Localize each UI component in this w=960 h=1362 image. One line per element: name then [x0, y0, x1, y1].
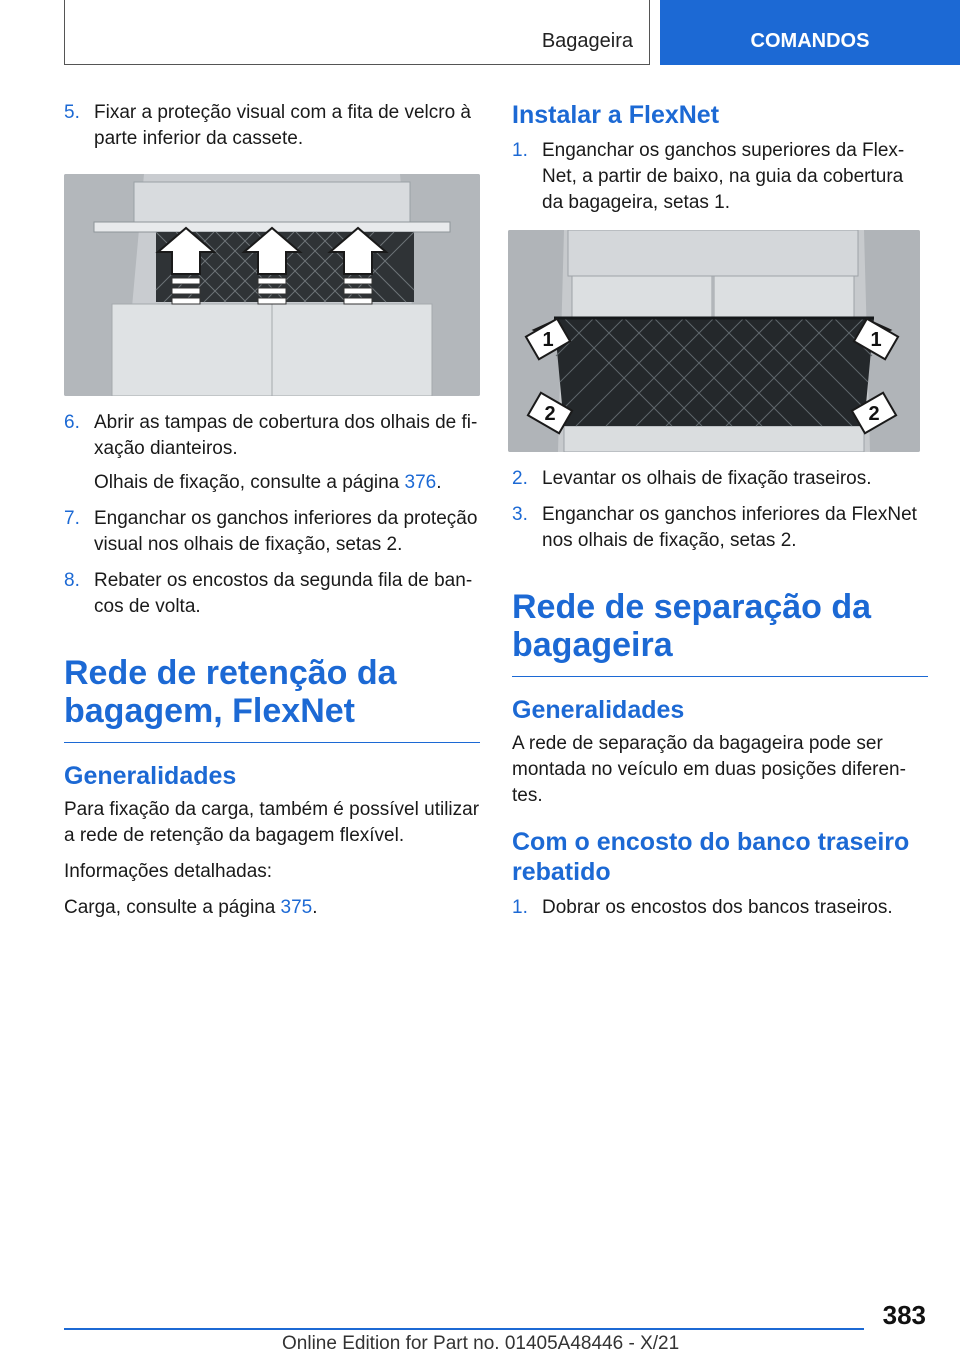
step-text: Fixar a proteção visual com a fita de velcro à parte inferior da cassete.	[94, 102, 472, 149]
step-2	[512, 466, 928, 492]
header-section-box	[64, 0, 650, 65]
step-3	[512, 502, 928, 554]
section-title: Bagageira	[541, 30, 633, 52]
step-number: 3.	[512, 504, 528, 525]
left-column	[64, 100, 480, 931]
step-6	[64, 410, 480, 496]
paragraph-2: Informações detalhadas:	[64, 861, 273, 882]
heading-line-1: Rede de retenção da	[64, 654, 397, 692]
heading-flexnet	[64, 654, 480, 743]
subheading-backrest-folded	[512, 827, 928, 887]
paragraph-separation: A rede de separação da bagageira pode ser montada no veículo em duas posições diferen‐ tes.	[512, 733, 906, 806]
figure-flexnet	[508, 230, 920, 452]
subheading-line-1: Com o encosto do banco traseiro	[512, 828, 910, 856]
step-number: 2.	[512, 468, 528, 489]
chapter-tab: COMANDOS	[660, 0, 960, 65]
step-number: 5.	[64, 102, 80, 123]
heading-line-2: bagageira	[512, 626, 673, 664]
right-column	[512, 100, 928, 931]
paragraph-1: Para fixação da carga, também é possível utilizar a rede de retenção da bagagem flexível.	[64, 799, 480, 846]
arrow-label-1-left: 1	[542, 329, 554, 351]
note-text: Olhais de fixação, consulte a página	[94, 472, 405, 493]
subheading-line-2: rebatido	[512, 858, 611, 886]
footer-divider	[64, 1328, 864, 1330]
arrow-label-1-right: 1	[870, 329, 882, 351]
step-text: Enganchar os ganchos inferiores da FlexNet nos olhais de fixação, setas 2.	[542, 504, 917, 551]
trunk-illustration-2	[508, 230, 920, 452]
heading-separation-net	[512, 588, 928, 677]
heading-line-2: bagagem, FlexNet	[64, 692, 355, 730]
step-number: 1.	[512, 897, 528, 918]
step-text: Enganchar os ganchos superiores da Flex‐ Net, a partir de baixo, na guia da cobertura da bagageira, setas 1.	[542, 140, 905, 213]
step-text: Levantar os olhais de fixação traseiros.	[542, 468, 872, 489]
footer-edition: Online Edition for Part no. 01405A48446 - X/21	[282, 1333, 680, 1354]
step-text: Rebater os encostos da segunda fila de ban‐ cos de volta.	[94, 570, 473, 617]
step-number: 6.	[64, 412, 80, 433]
step-7	[64, 506, 480, 558]
paragraph-3-suffix: .	[312, 897, 318, 918]
step-text: Abrir as tampas de cobertura dos olhais de fi‐ xação dianteiros.	[94, 412, 478, 459]
figure-privacy-net	[64, 174, 480, 396]
step-5	[64, 100, 480, 152]
arrow-label-2-right: 2	[868, 403, 880, 425]
step-text: Dobrar os encostos dos bancos traseiros.	[542, 897, 893, 918]
paragraph-3-text: Carga, consulte a página	[64, 897, 281, 918]
note-suffix: .	[436, 472, 442, 493]
step-1b	[512, 895, 928, 921]
step-number: 8.	[64, 570, 80, 591]
heading-install-flexnet: Instalar a FlexNet	[512, 101, 720, 129]
subheading-generalidades-2: Generalidades	[512, 696, 685, 724]
step-8	[64, 568, 480, 620]
arrow-label-2-left: 2	[544, 403, 556, 425]
trunk-illustration-1	[64, 174, 480, 396]
step-number: 1.	[512, 140, 528, 161]
step-note	[94, 470, 480, 496]
page-number: 383	[882, 1300, 926, 1330]
step-1	[512, 138, 928, 216]
heading-line-1: Rede de separação da	[512, 588, 872, 626]
step-number: 7.	[64, 508, 80, 529]
step-text: Enganchar os ganchos inferiores da proteção visual nos olhais de fixação, setas 2.	[94, 508, 478, 555]
page-link-376[interactable]: 376	[404, 472, 437, 493]
page-link-375[interactable]: 375	[280, 897, 313, 918]
subheading-generalidades: Generalidades	[64, 762, 237, 790]
paragraph-3	[64, 895, 480, 921]
